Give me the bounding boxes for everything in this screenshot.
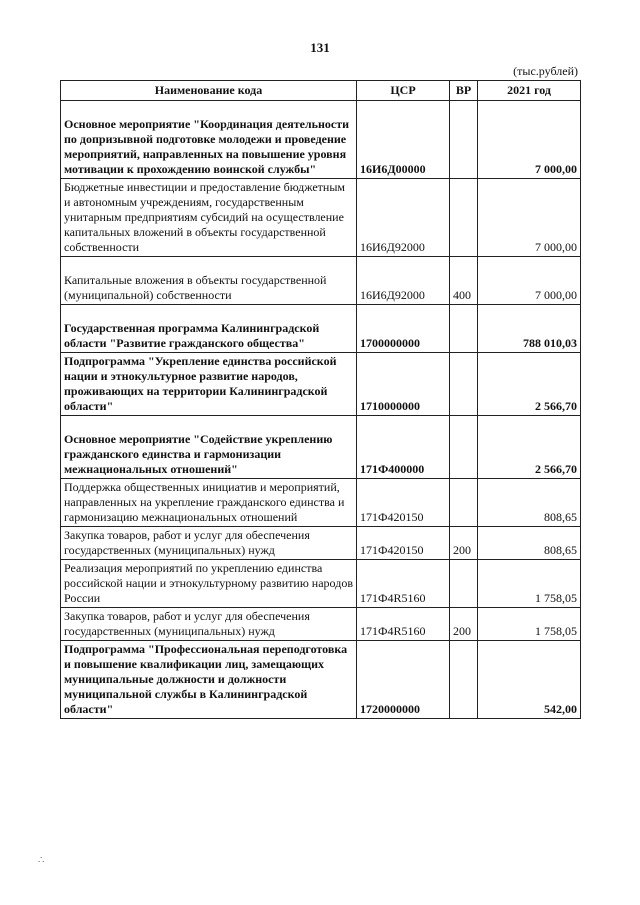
table-body — [61, 101, 581, 719]
row-name: Основное мероприятие "Координация деятельности по допризывной подготовке молодежи и проведение мероприятий, направленных на повышение уровня мотивации к прохождению воинской службы" — [64, 117, 350, 176]
row-name: Закупка товаров, работ и услуг для обеспечения государственных (муниципальных) нужд — [64, 528, 310, 557]
row-spacer — [64, 417, 353, 432]
row-vr — [450, 416, 478, 479]
row-name: Государственная программа Калининградской области "Развитие гражданского общества" — [64, 321, 320, 350]
row-name: Бюджетные инвестиции и предоставление бюджетным и автономным учреждениям, государственным унитарным предприятиям субсидий на осуществление капитальных вложений в объекты государственной собственности — [64, 180, 345, 254]
row-name: Основное мероприятие "Содействие укреплению гражданского единства и гармонизации межнациональных отношений" — [64, 432, 333, 476]
budget-table — [60, 80, 581, 719]
row-vr — [450, 179, 478, 257]
row-vr — [450, 305, 478, 353]
row-csr: 171Ф420150 — [357, 479, 450, 527]
row-sum: 7 000,00 — [478, 257, 581, 305]
row-sum: 542,00 — [478, 641, 581, 719]
row-name: Подпрограмма "Укрепление единства российской нации и этнокультурное развитие народов, проживающих на территории Калининградской области" — [64, 354, 337, 413]
row-csr: 1700000000 — [357, 305, 450, 353]
row-spacer — [64, 102, 353, 117]
header-year: 2021 год — [478, 81, 581, 101]
row-csr: 16И6Д00000 — [357, 101, 450, 179]
header-name: Наименование кода — [61, 81, 357, 101]
scan-marks: ∴ — [38, 855, 45, 866]
row-vr — [450, 353, 478, 416]
row-spacer — [64, 306, 353, 321]
row-sum: 7 000,00 — [478, 101, 581, 179]
row-sum: 808,65 — [478, 479, 581, 527]
row-sum: 808,65 — [478, 527, 581, 560]
row-csr: 1710000000 — [357, 353, 450, 416]
row-vr: 400 — [450, 257, 478, 305]
row-name-cell — [61, 416, 357, 479]
row-name-cell — [61, 305, 357, 353]
row-vr — [450, 479, 478, 527]
row-sum: 2 566,70 — [478, 353, 581, 416]
row-name-cell — [61, 353, 357, 416]
row-vr — [450, 641, 478, 719]
table-row — [61, 560, 581, 608]
row-sum: 1 758,05 — [478, 608, 581, 641]
row-csr: 16И6Д92000 — [357, 257, 450, 305]
table-row — [61, 608, 581, 641]
row-name-cell — [61, 560, 357, 608]
row-spacer — [64, 258, 353, 273]
page-number: 131 — [310, 40, 330, 55]
row-name-cell — [61, 608, 357, 641]
row-vr: 200 — [450, 608, 478, 641]
row-name-cell — [61, 527, 357, 560]
row-sum: 7 000,00 — [478, 179, 581, 257]
table-row — [61, 527, 581, 560]
row-vr: 200 — [450, 527, 478, 560]
row-name: Капитальные вложения в объекты государственной (муниципальной) собственности — [64, 273, 327, 302]
row-name-cell — [61, 257, 357, 305]
row-csr: 171Ф400000 — [357, 416, 450, 479]
row-sum: 1 758,05 — [478, 560, 581, 608]
units-label: (тыс.рублей) — [513, 64, 578, 78]
table-row — [61, 101, 581, 179]
row-name-cell — [61, 479, 357, 527]
row-name-cell — [61, 179, 357, 257]
header-vr: ВР — [450, 81, 478, 101]
table-header-row — [61, 81, 581, 101]
row-vr — [450, 101, 478, 179]
table-row — [61, 353, 581, 416]
row-sum: 788 010,03 — [478, 305, 581, 353]
row-vr — [450, 560, 478, 608]
row-csr: 16И6Д92000 — [357, 179, 450, 257]
row-csr: 171Ф4R5160 — [357, 608, 450, 641]
table-row — [61, 257, 581, 305]
row-csr: 1720000000 — [357, 641, 450, 719]
row-name: Поддержка общественных инициатив и мероприятий, направленных на укрепление гражданского единства и гармонизацию межнациональных отношений — [64, 480, 345, 524]
row-sum: 2 566,70 — [478, 416, 581, 479]
row-name: Закупка товаров, работ и услуг для обеспечения государственных (муниципальных) нужд — [64, 609, 310, 638]
row-name: Реализация мероприятий по укреплению единства российской нации и этнокультурному развитию народов России — [64, 561, 353, 605]
row-name-cell — [61, 101, 357, 179]
row-name-cell — [61, 641, 357, 719]
table-row — [61, 641, 581, 719]
header-csr: ЦСР — [357, 81, 450, 101]
row-csr: 171Ф4R5160 — [357, 560, 450, 608]
table-row — [61, 479, 581, 527]
table-row — [61, 416, 581, 479]
row-csr: 171Ф420150 — [357, 527, 450, 560]
row-name: Подпрограмма "Профессиональная переподготовка и повышение квалификации лиц, замещающих муниципальные должности и должности муниципальной службы в Калининградской области" — [64, 642, 348, 716]
table-row — [61, 305, 581, 353]
table-row — [61, 179, 581, 257]
